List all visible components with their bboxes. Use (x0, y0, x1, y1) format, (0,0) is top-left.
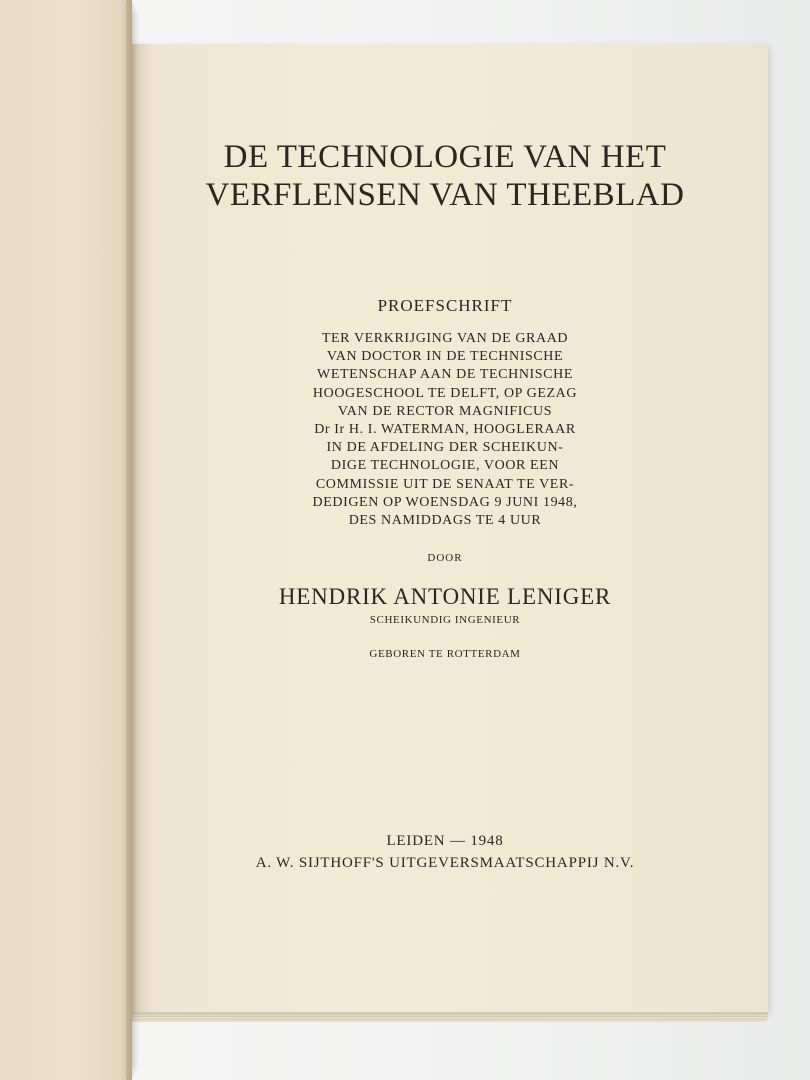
imprint-publisher: A. W. SIJTHOFF'S UITGEVERSMAATSCHAPPIJ N.V. (255, 855, 635, 871)
by-label: DOOR (427, 552, 463, 564)
statement-line: VAN DE RECTOR MAGNIFICUS (337, 403, 553, 419)
author-birthplace: GEBOREN TE ROTTERDAM (369, 648, 521, 660)
document-type: PROEFSCHRIFT (377, 296, 513, 315)
author-name: HENDRIK ANTONIE LENIGER (278, 584, 612, 609)
statement-line: DEDIGEN OP WOENSDAG 9 JUNI 1948, (312, 494, 578, 510)
thesis-statement (122, 330, 768, 530)
statement-line: Dr Ir H. I. WATERMAN, HOOGLERAAR (314, 422, 576, 438)
statement-line: HOOGESCHOOL TE DELFT, OP GEZAG (312, 385, 578, 401)
statement-line: VAN DOCTOR IN DE TECHNISCHE (326, 349, 564, 365)
title-line: VERFLENSEN VAN THEEBLAD (205, 177, 685, 213)
author-occupation: SCHEIKUNDIG INGENIEUR (369, 614, 521, 626)
statement-line: COMMISSIE UIT DE SENAAT TE VER- (315, 476, 575, 492)
statement-line: WETENSCHAP AAN DE TECHNISCHE (317, 367, 573, 383)
statement-line: DIGE TECHNOLOGIE, VOOR EEN (330, 458, 560, 474)
statement-line: DES NAMIDDAGS TE 4 UUR (348, 513, 542, 529)
book-cover-flyleaf (0, 0, 132, 1080)
book-title (122, 138, 768, 214)
statement-line: TER VERKRIJGING VAN DE GRAAD (321, 331, 569, 346)
publisher-imprint (122, 830, 768, 874)
imprint-place-year: LEIDEN — 1948 (386, 833, 504, 849)
title-line: DE TECHNOLOGIE VAN HET (223, 139, 667, 175)
statement-line: IN DE AFDELING DER SCHEIKUN- (326, 440, 564, 456)
